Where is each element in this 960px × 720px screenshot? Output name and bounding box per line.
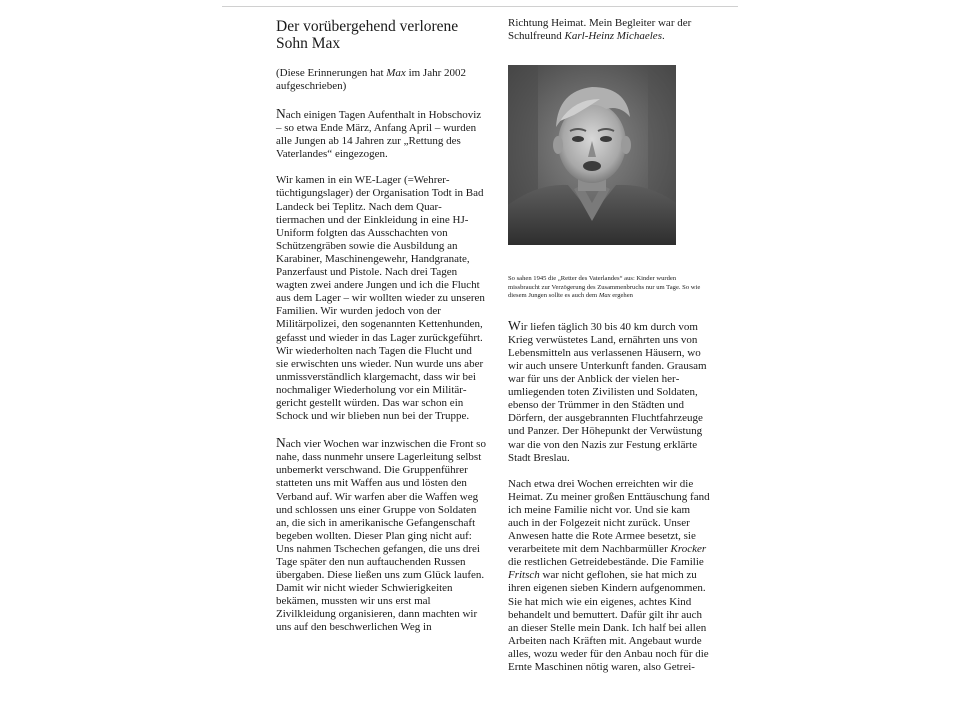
boy-portrait-image bbox=[508, 65, 676, 245]
paragraph-3: Nach vier Wochen war inzwischen die Front so nahe, dass nunmehr unsere Lagerleitung selbst unbemerkt verschwand. Die Gruppenführer statteten uns mit Waffen aus und lösten den Verband auf. Wir warfen aber die Waffen weg und schlossen uns einer Gruppe von Soldaten an, die sich in amerikanische Gefangenschaft begeben wollten. Dieser Plan ging nicht auf: Uns nahmen Tschechen gefangen, die uns drei Tage später den nun auftauchenden Russen übergaben. Diese ließen uns zum Glück laufen. Damit wir nicht wieder Schwierigkeiten bekämen, mussten wir uns erst mal Zivilkleidung organisieren, dann machten wir uns auf den beschwerlichen Weg in bbox=[276, 435, 486, 634]
intro-note: (Diese Erinnerungen hat Max im Jahr 2002 aufgeschrieben) bbox=[276, 67, 467, 92]
title-line-2: Sohn Max bbox=[276, 35, 341, 52]
note-name: Max bbox=[386, 67, 406, 79]
right-column bbox=[508, 17, 713, 687]
left-column bbox=[276, 18, 486, 648]
photo-caption: So sahen 1945 die „Retter des Vaterlandes“ aus: Kinder wurden missbraucht zur Verzögerung des Zusammenbruchs nur um Tage. So wie diesem Jungen sollte es auch dem Max ergehen bbox=[508, 275, 701, 300]
lead-letter: N bbox=[276, 435, 286, 451]
paragraph-4: Wir liefen täglich 30 bis 40 km durch vom Krieg verwüstetes Land, ernährten uns von Lebensmitteln aus verlassenen Häusern, wo wir auch unsere Unterkunft fanden. Grausam war für uns der Anblick der vielen herumliegenden toten Zivilisten und Soldaten, ebenso der Trümmer in den Städten und Dörfern, der ausgebrannten Fluchtfahrzeuge und Panzer. Der Höhepunkt der Verwüstung war die von den Nazis zur Festung erklärte Stadt Breslau. bbox=[508, 317, 707, 464]
article-title bbox=[276, 18, 486, 52]
name-fritsch: Fritsch bbox=[508, 569, 540, 582]
lead-letter: N bbox=[276, 106, 286, 121]
title-line-1: Der vorübergehend verlorene bbox=[276, 18, 459, 35]
top-rule bbox=[222, 6, 738, 7]
name-krocker: Krocker bbox=[670, 543, 707, 556]
boy-soldier-photo bbox=[508, 65, 676, 245]
paragraph-continued: Richtung Heimat. Mein Begleiter war der Schulfreund Karl-Heinz Michaeles. bbox=[508, 17, 692, 43]
companion-name: Karl-Heinz Michaeles bbox=[564, 30, 662, 43]
caption-name: Max bbox=[598, 292, 611, 300]
paragraph-1: Nach einigen Tagen Aufenthalt in Hobschoviz – so etwa Ende März, Anfang April – wurden alle Jungen ab 14 Jahren zur „Rettung des Vaterlandes“ eingezogen. bbox=[276, 106, 482, 161]
paragraph-2: Wir kamen in ein WE-Lager (=Wehrertüchtigungslager) der Organisation Todt in Bad Landeck bei Teplitz. Nach dem Quartiermachen und der Einkleidung in eine HJ-Uniform folgten das Ausschachten von Schützengräben sowie die Ausbildung an Karabiner, Maschinengewehr, Handgranate, Panzerfaust und Pistole. Nach drei Tagen wagten zwei andere Jungen und ich die Flucht aus dem Lager – wir wollten wieder zu unseren Familien. Wir wurden jedoch von der Militärpolizei, den sogenannten Kettenhunden, gefasst und wieder in das Lager zurückgeführt. Wir wiederholten nach Tagen die Flucht und sie erwischten uns wieder. Nun wurde uns aber unmissverständlich klargemacht, dass wir bei nochmaliger Wiederholung vor ein Militärgericht gestellt würden. Das war schon ein Schock und wir blieben nun bei der Truppe. bbox=[276, 174, 485, 423]
paragraph-5: Nach etwa drei Wochen erreichten wir die Heimat. Zu meiner großen Enttäuschung fand ich meine Familie nicht vor. Und sie kam auch in der Folgezeit nicht zurück. Unser Anwesen hatte die Rote Armee besetzt, sie verarbeitete mit dem Nachbarmüller Krocker die restlichen Getreidebestände. Die Familie Fritsch war nicht geflohen, sie hat mich zu ihren eigenen sieben Kindern aufgenommen. Sie hat mich wie ein eigenes, achtes Kind behandelt und bemuttert. Dafür gilt ihr auch an dieser Stelle mein Dank. Ich half bei allen Arbeiten nach Kräften mit. Angebaut wurde alles, wozu weder für den Anbau noch für die Ernte Maschinen nötig waren, also Getrei- bbox=[508, 477, 710, 674]
lead-letter: W bbox=[508, 317, 521, 333]
